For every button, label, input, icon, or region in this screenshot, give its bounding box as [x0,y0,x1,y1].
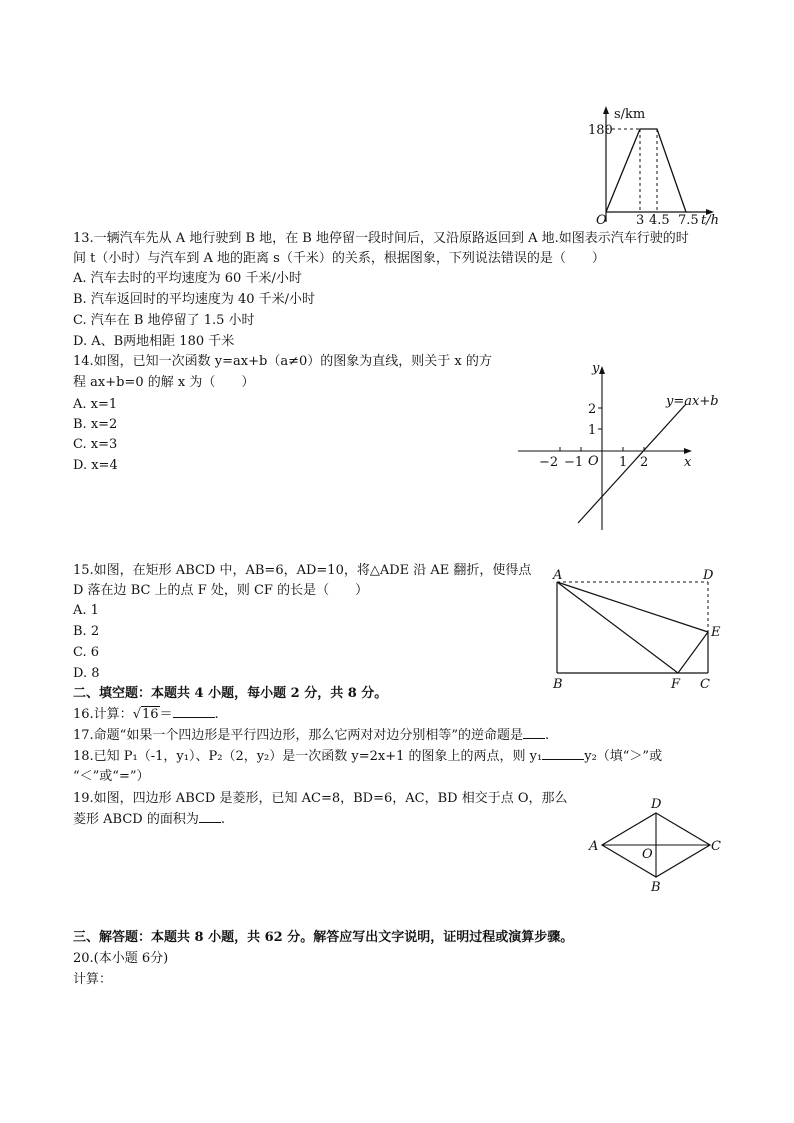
y-tick-1: 1 [588,423,597,438]
label-o: O [642,847,653,862]
label-f: F [671,677,681,692]
q13-option-d: D. A、B两地相距 180 千米 [73,334,235,349]
q16-prefix: 16.计算： [73,707,133,722]
x-tick-4-5: 4.5 [649,213,670,228]
q20-compute-label: 计算： [73,972,113,987]
x-tick-1: 1 [619,455,628,470]
y-axis-label: s/km [614,107,646,122]
x-tick-neg1: −1 [564,455,584,470]
label-e: E [711,625,721,640]
q13-line1: 13.一辆汽车先从 A 地行驶到 B 地，在 B 地停留一段时间后，又沿原路返回到 A 地.如图表示汽车行驶的时 [73,231,689,246]
q17-end: . [544,728,550,743]
q15-option-b: B. 2 [73,624,100,639]
q14-line2: 程 ax+b=0 的解 x 为（ ） [73,375,255,390]
label-a: A [589,839,599,854]
x-axis-label: x [684,455,692,470]
q13-option-b: B. 汽车返回时的平均速度为 40 千米/小时 [73,292,316,307]
q18-line2: “＜”或“=”） [73,769,150,784]
y-tick-2: 2 [588,402,597,417]
q20-title: 20.(本小题 6分) [73,951,169,966]
q14-option-b: B. x=2 [73,417,118,432]
x-tick-7-5: 7.5 [678,213,699,228]
q16-radicand: 16 [141,707,159,722]
q16-end: . [214,707,219,722]
q14-option-c: C. x=3 [73,437,118,452]
x-tick-3: 3 [636,213,645,228]
q15-option-d: D. 8 [73,666,100,681]
y-axis-label: y [592,361,600,376]
label-a: A [553,568,563,583]
q19-line1: 19.如图，四边形 ABCD 是菱形，已知 AC=8，BD=6，AC，BD 相交于点 O，那么 [73,791,568,806]
q17-text: 17.命题“如果一个四边形是平行四边形，那么它两对对边分别相等”的逆命题是 [73,728,523,743]
q15-option-c: C. 6 [73,645,100,660]
y-tick-180: 180 [588,123,613,138]
label-c: C [700,677,710,692]
line-label: y=ax+b [666,394,719,409]
x-tick-neg2: −2 [539,455,559,470]
label-b: B [553,677,563,692]
label-d: D [651,797,662,812]
label-c: C [711,839,721,854]
origin-label: O [588,454,599,469]
q18-text-b: y₂（填“＞”或 [584,749,663,764]
q15-line1: 15.如图，在矩形 ABCD 中，AB=6，AD=10，将△ADE 沿 AE 翻折，使得点 [73,563,532,578]
q19-end: . [220,812,225,827]
q15-line2: D 落在边 BC 上的点 F 处，则 CF 的长是（ ） [73,583,369,598]
q14-option-d: D. x=4 [73,458,118,473]
q13-option-a: A. 汽车去时的平均速度为 60 千米/小时 [73,271,302,286]
label-d: D [703,568,714,583]
q13-line2: 间 t（小时）与汽车到 A 地的距离 s（千米）的关系，根据图象，下列说法错误的是（ ） [73,251,605,266]
origin-label: O [596,213,607,228]
q18-text-a: 18.已知 P₁（-1，y₁）、P₂（2，y₂）是一次函数 y=2x+1 的图象上的两点，则 y₁ [73,749,543,764]
q16-equals: ＝ [159,707,173,722]
sqrt-sign: √ [132,707,141,722]
q14-option-a: A. x=1 [73,397,118,412]
x-axis-label: t/h [701,213,719,228]
q19-text: 菱形 ABCD 的面积为 [73,812,199,827]
section-3-heading: 三、解答题：本题共 8 小题，共 62 分。解答应写出文字说明，证明过程或演算步骤。 [73,930,574,945]
x-tick-2: 2 [640,455,649,470]
section-2-heading: 二、填空题：本题共 4 小题，每小题 2 分，共 8 分。 [73,686,388,701]
q15-option-a: A. 1 [73,603,99,618]
label-b: B [651,880,661,895]
q13-option-c: C. 汽车在 B 地停留了 1.5 小时 [73,313,255,328]
q14-line1: 14.如图，已知一次函数 y=ax+b（a≠0）的图象为直线，则关于 x 的方 [73,354,492,369]
